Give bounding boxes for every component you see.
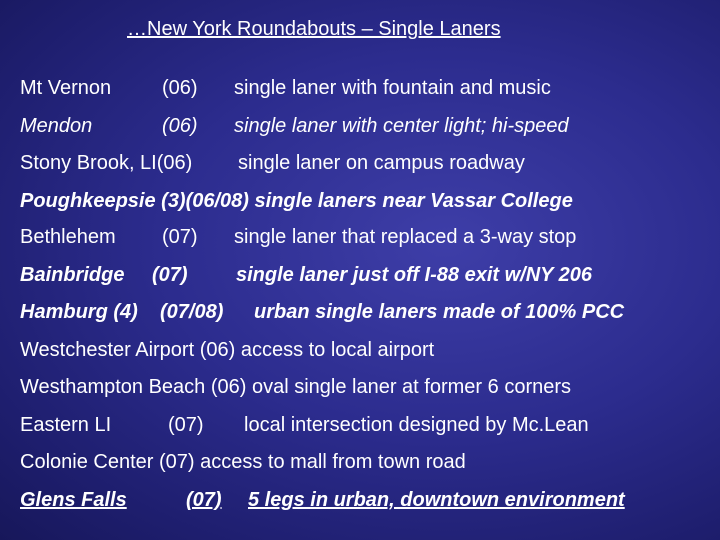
roundabout-row (20, 112, 710, 140)
place-name: Mendon (20, 115, 93, 137)
year: (07) (152, 264, 188, 286)
slide-title: …New York Roundabouts – Single Laners (127, 18, 501, 40)
roundabout-row (20, 261, 710, 289)
year: (07) (186, 489, 222, 511)
row-text: Westhampton Beach (06) oval single laner at former 6 corners (20, 376, 572, 398)
place-name: Bainbridge (20, 264, 125, 286)
description: single laner with fountain and music (234, 77, 551, 99)
description: urban single laners made of 100% PCC (254, 301, 625, 323)
year: (06) (162, 77, 198, 99)
description: local intersection designed by Mc.Lean (244, 414, 589, 436)
description: single laner just off I-88 exit w/NY 206 (236, 264, 593, 286)
year: (07) (168, 414, 204, 436)
year: (07) (162, 226, 198, 248)
description: single laner that replaced a 3-way stop (234, 226, 577, 248)
roundabout-row (20, 149, 710, 177)
year: (06) (162, 115, 198, 137)
place-name: Hamburg (4) (20, 301, 138, 323)
roundabout-row (20, 448, 710, 476)
roundabout-row (20, 411, 710, 439)
roundabout-row (20, 373, 710, 401)
place-name: Eastern LI (20, 414, 112, 436)
roundabout-row (20, 298, 710, 326)
roundabout-row (20, 74, 710, 102)
place-name: Bethlehem (20, 226, 116, 248)
description: single laner with center light; hi-speed (234, 115, 569, 137)
place-name: Stony Brook, LI(06) (20, 152, 193, 174)
roundabout-row (20, 336, 710, 364)
roundabout-row (20, 223, 710, 251)
row-text: Poughkeepsie (3)(06/08) single laners near Vassar College (20, 190, 573, 212)
row-text: Westchester Airport (06) access to local airport (20, 339, 435, 361)
description: single laner on campus roadway (238, 152, 525, 174)
place-name: Mt Vernon (20, 77, 112, 99)
roundabout-row (20, 187, 710, 215)
row-text: Colonie Center (07) access to mall from town road (20, 451, 466, 473)
roundabout-row (20, 486, 710, 514)
place-name: Glens Falls (20, 489, 127, 511)
description: 5 legs in urban, downtown environment (248, 489, 625, 511)
year: (07/08) (160, 301, 224, 323)
